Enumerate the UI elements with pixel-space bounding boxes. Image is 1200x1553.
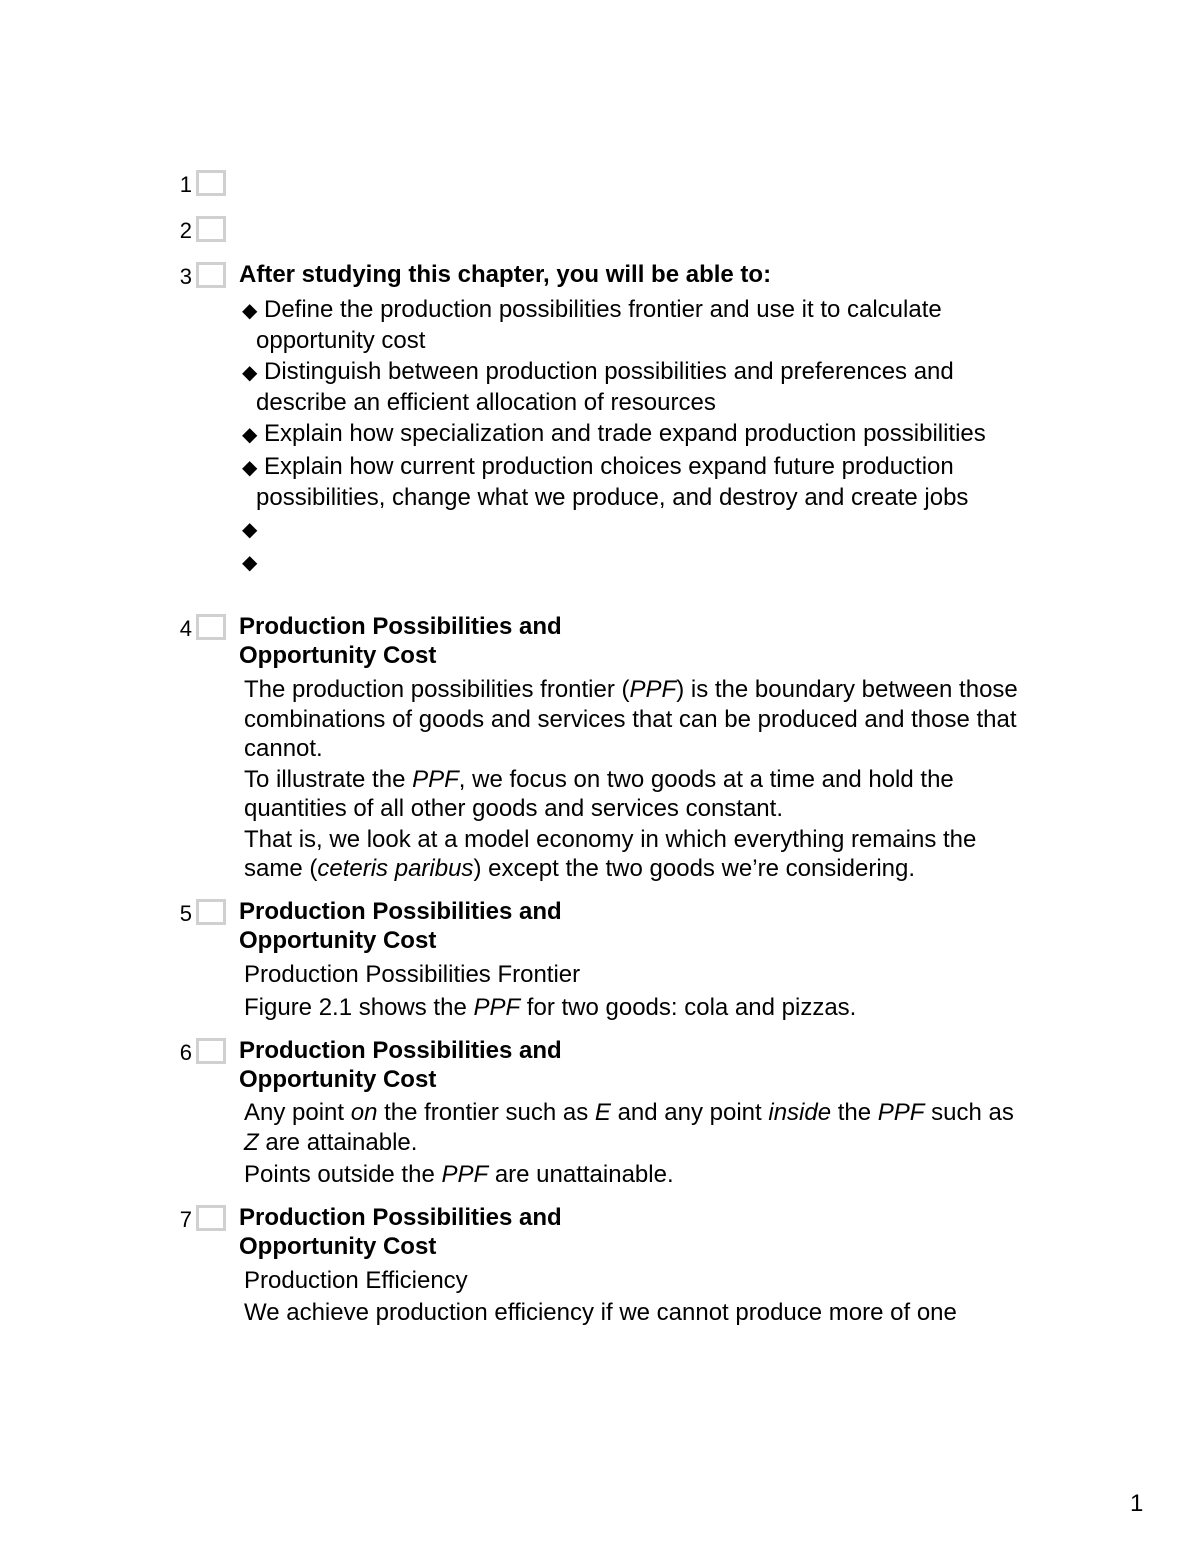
slide-title: After studying this chapter, you will be able to: (239, 261, 772, 288)
slide-number: 4 (179, 616, 192, 641)
slide-thumbnail[interactable] (196, 899, 226, 925)
slide-body (244, 675, 1024, 885)
slide-number: 5 (179, 901, 192, 926)
slide-thumbnail[interactable] (196, 1205, 226, 1231)
diamond-bullet-icon: ◆ (242, 362, 258, 384)
slide-title: Production Possibilities and Opportunity Cost (239, 1204, 562, 1260)
diamond-bullet-icon: ◆ (242, 424, 258, 446)
slide-body (244, 1266, 1024, 1328)
list-item (242, 514, 1022, 545)
diamond-bullet-icon: ◆ (242, 519, 258, 541)
slide-thumbnail[interactable] (196, 262, 226, 288)
list-item: ◆ Distinguish between production possibilities and preferences and describe an efficient allocation of resources (242, 358, 954, 416)
slide-number: 6 (179, 1040, 192, 1065)
paragraph: Production Efficiency (244, 1267, 468, 1294)
diamond-bullet-icon: ◆ (242, 457, 258, 479)
slide-thumbnail[interactable] (196, 614, 226, 640)
slide-number: 2 (179, 218, 192, 243)
slide-title: Production Possibilities and Opportunity Cost (239, 1037, 562, 1093)
diamond-bullet-icon: ◆ (242, 300, 258, 322)
slide-thumbnail[interactable] (196, 1038, 226, 1064)
list-item: ◆ Explain how current production choices expand future production possibilities, change what we produce, and destroy and create jobs (242, 453, 969, 511)
paragraph: To illustrate the PPF, we focus on two goods at a time and hold the quantities of all other goods and services constant. (244, 765, 954, 822)
slide-number: 3 (179, 264, 192, 289)
objectives-list (242, 295, 1022, 580)
diamond-bullet-icon: ◆ (242, 552, 258, 574)
slide-number: 1 (179, 172, 192, 197)
paragraph: We achieve production efficiency if we cannot produce more of one (244, 1298, 957, 1326)
slide-title: Production Possibilities and Opportunity Cost (239, 613, 562, 669)
paragraph: Figure 2.1 shows the PPF for two goods: cola and pizzas. (244, 993, 857, 1021)
list-item (242, 547, 1022, 578)
paragraph: Production Possibilities Frontier (244, 961, 581, 988)
slide-body (244, 960, 1024, 1023)
slide-title: Production Possibilities and Opportunity Cost (239, 898, 562, 954)
page-number: 1 (1130, 1490, 1144, 1517)
slide-thumbnail[interactable] (196, 216, 226, 242)
slide-thumbnail[interactable] (196, 170, 226, 196)
paragraph: Any point on the frontier such as E and any point inside the PPF such as Z are attainable. (244, 1099, 1014, 1156)
paragraph: Points outside the PPF are unattainable. (244, 1161, 674, 1188)
list-item: ◆ Define the production possibilities frontier and use it to calculate opportunity cost (242, 296, 942, 354)
slide-body (244, 1098, 1024, 1191)
slide-number: 7 (179, 1207, 192, 1232)
paragraph: The production possibilities frontier (PPF) is the boundary between those combinations of goods and services that can be produced and those that cannot. (244, 676, 1018, 762)
list-item: ◆ Explain how specialization and trade expand production possibilities (242, 419, 1022, 450)
paragraph: That is, we look at a model economy in which everything remains the same (ceteris paribus) except the two goods we’re considering. (244, 825, 977, 882)
